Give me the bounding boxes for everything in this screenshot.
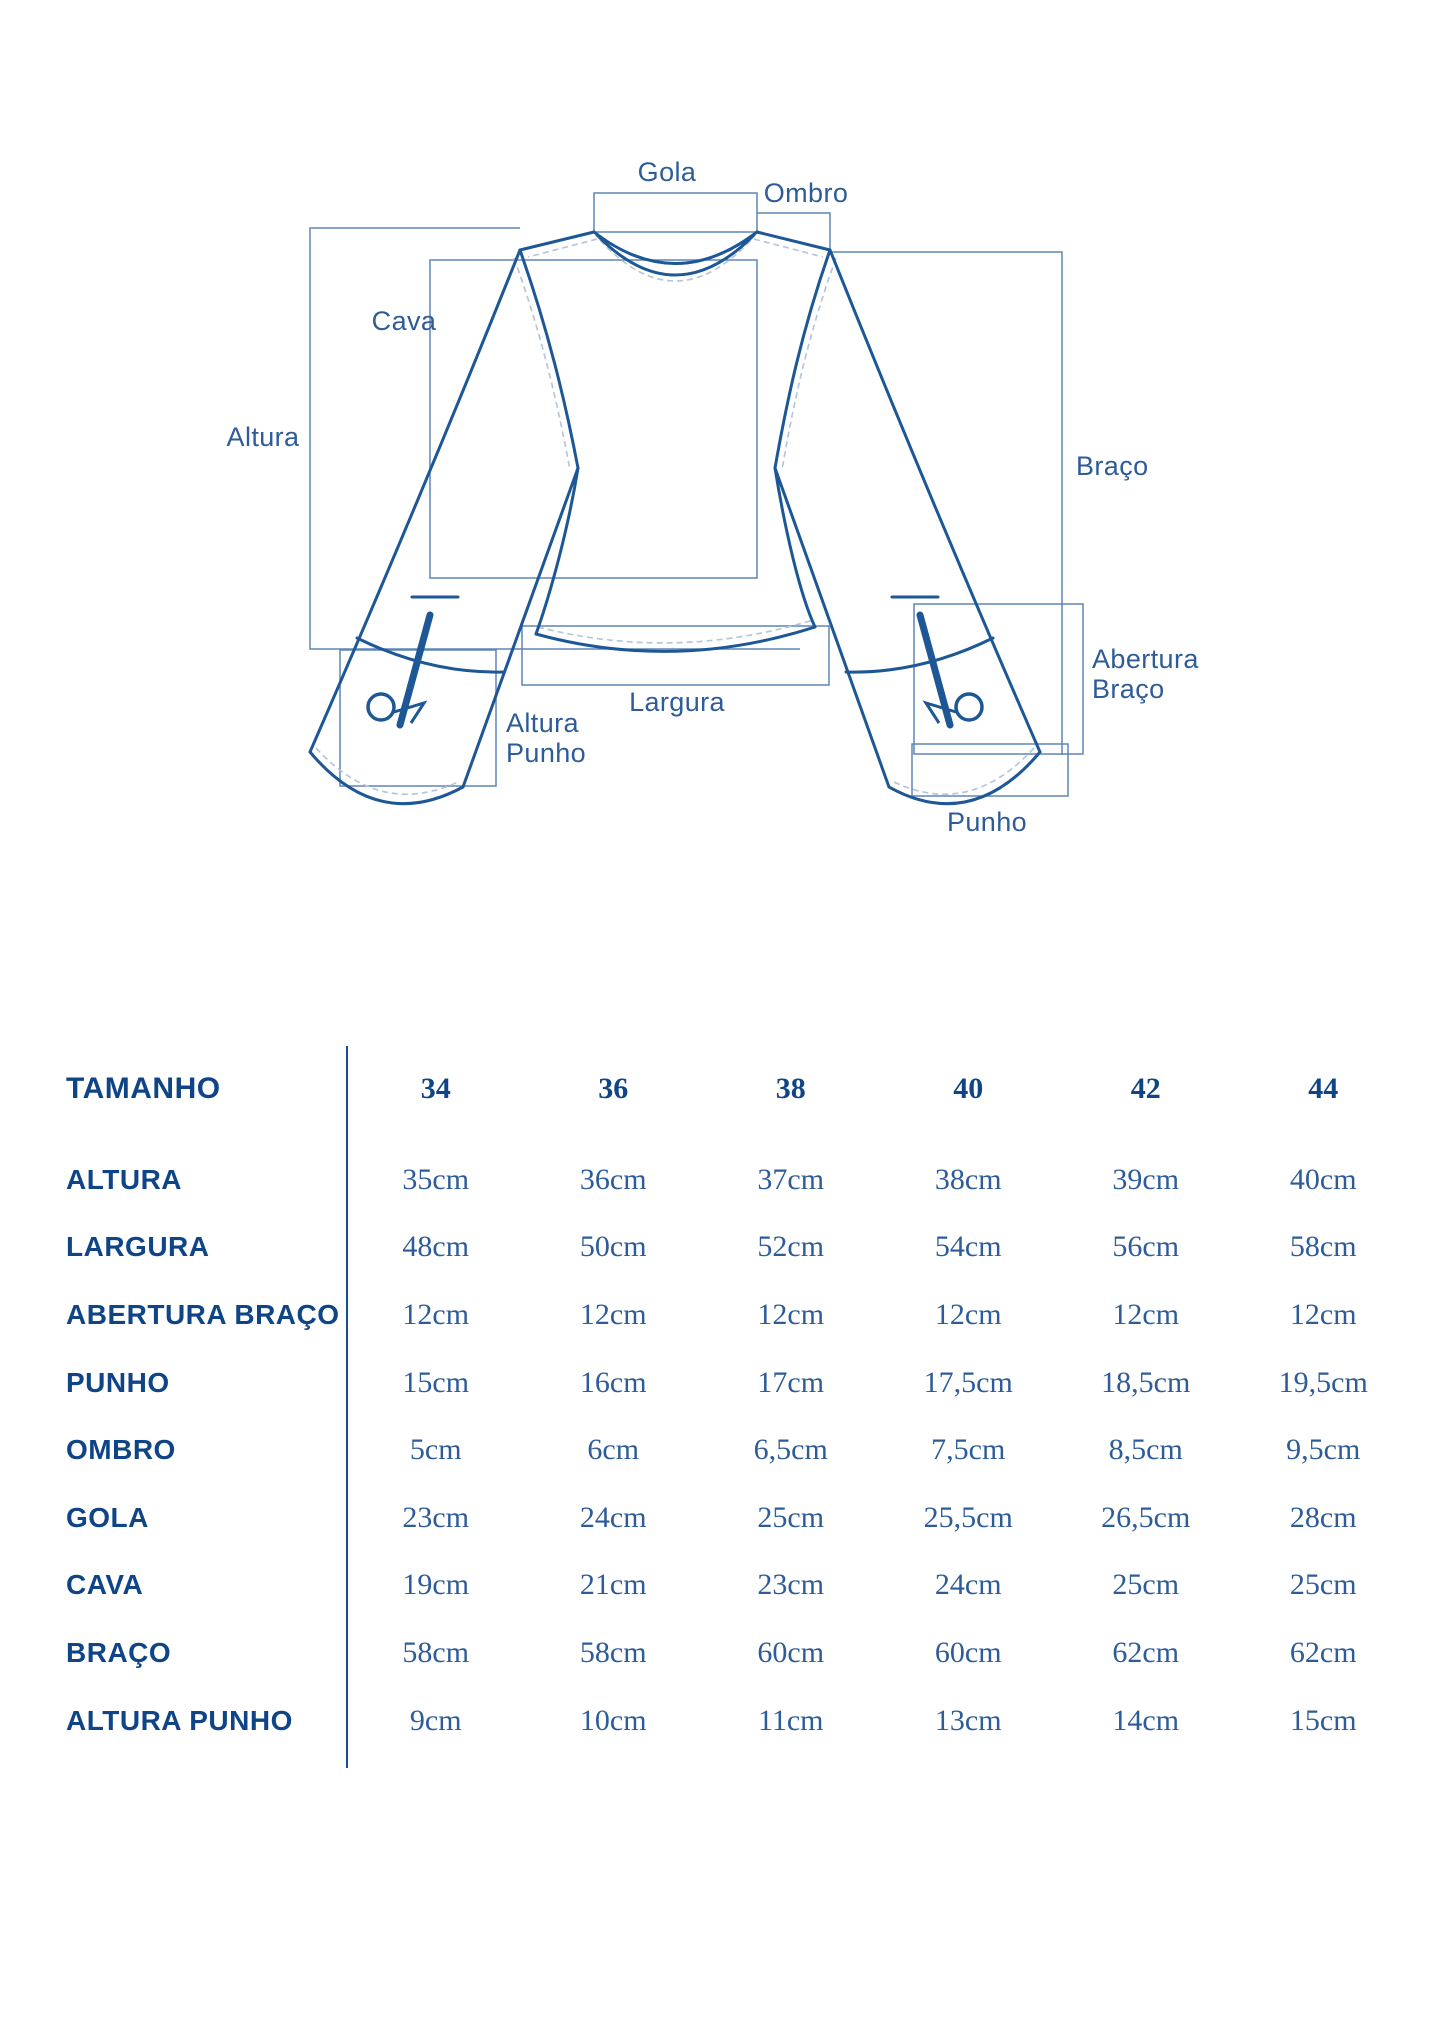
altura-box xyxy=(310,228,800,649)
table-row xyxy=(0,1619,1412,1687)
measurement-value: 10cm xyxy=(579,1703,647,1737)
measurement-value: 56cm xyxy=(1112,1230,1180,1264)
measurement-value: 52cm xyxy=(757,1230,825,1264)
table-header-row xyxy=(0,1055,1412,1123)
braco-box xyxy=(830,252,1062,755)
table-row xyxy=(0,1349,1412,1417)
measurement-value: 18,5cm xyxy=(1101,1365,1191,1399)
measurement-value: 62cm xyxy=(1112,1635,1180,1669)
measurement-value: 12cm xyxy=(402,1297,470,1331)
measurement-value: 11cm xyxy=(757,1703,824,1737)
measurement-value: 19,5cm xyxy=(1278,1365,1368,1399)
label-gola: Gola xyxy=(637,157,697,187)
table-row xyxy=(0,1416,1412,1484)
shoulder-right xyxy=(757,232,830,250)
measurement-value: 15cm xyxy=(402,1365,470,1399)
table-row xyxy=(0,1484,1412,1552)
measurement-value: 5cm xyxy=(409,1433,462,1467)
measurement-value: 8,5cm xyxy=(1108,1433,1183,1467)
measurement-value: 21cm xyxy=(579,1568,647,1602)
table-row xyxy=(0,1552,1412,1620)
ombro-box xyxy=(757,213,830,250)
size-column-header: 40 xyxy=(953,1072,984,1105)
shoulder-left xyxy=(520,232,594,250)
size-table xyxy=(0,1055,1412,1754)
gola-box xyxy=(594,193,757,232)
label-cava: Cava xyxy=(371,306,437,336)
label-punho: Punho xyxy=(946,807,1028,837)
measurement-value: 39cm xyxy=(1112,1162,1180,1196)
measurement-value: 54cm xyxy=(934,1230,1002,1264)
label-ombro: Ombro xyxy=(763,178,849,208)
measurement-value: 6cm xyxy=(587,1433,640,1467)
label-abertura-braco-line2: Braço xyxy=(1092,674,1165,704)
size-column-header: 38 xyxy=(775,1072,806,1105)
side-seam-left xyxy=(536,468,578,634)
measurement-value: 9,5cm xyxy=(1286,1433,1361,1467)
row-label: OMBRO xyxy=(66,1434,176,1466)
table-row xyxy=(0,1146,1412,1214)
label-abertura-braco-line1: Abertura xyxy=(1092,644,1199,674)
button-left xyxy=(368,694,394,720)
measurement-value: 58cm xyxy=(1289,1230,1357,1264)
measurement-value: 23cm xyxy=(757,1568,825,1602)
row-label: BRAÇO xyxy=(66,1636,172,1668)
measurement-value: 58cm xyxy=(579,1635,647,1669)
measurement-value: 35cm xyxy=(402,1162,470,1196)
measurement-value: 37cm xyxy=(757,1162,825,1196)
table-row xyxy=(0,1687,1412,1755)
row-label: LARGURA xyxy=(66,1231,210,1263)
measurement-value: 14cm xyxy=(1112,1703,1180,1737)
neckline-inner xyxy=(597,235,754,275)
button-right xyxy=(956,694,982,720)
punho-box xyxy=(912,744,1068,796)
measurement-value: 25cm xyxy=(1112,1568,1180,1602)
size-table-rows xyxy=(0,1146,1412,1754)
neckline-outer xyxy=(594,232,757,264)
size-column-header: 36 xyxy=(598,1072,629,1105)
measurement-value: 23cm xyxy=(402,1500,470,1534)
row-label: PUNHO xyxy=(66,1366,170,1398)
cuff-left-bottom xyxy=(310,752,463,804)
row-label: ABERTURA BRAÇO xyxy=(66,1298,340,1330)
cava-box xyxy=(430,260,757,578)
measurement-value: 13cm xyxy=(934,1703,1002,1737)
measurement-value: 12cm xyxy=(757,1297,825,1331)
measurement-value: 26,5cm xyxy=(1101,1500,1191,1534)
measurement-value: 12cm xyxy=(1289,1297,1357,1331)
measurement-value: 17,5cm xyxy=(923,1365,1013,1399)
side-seam-right xyxy=(775,468,815,627)
armhole-left xyxy=(520,250,578,468)
measurement-value: 50cm xyxy=(579,1230,647,1264)
measurement-value: 12cm xyxy=(1112,1297,1180,1331)
measurement-value: 24cm xyxy=(934,1568,1002,1602)
measurement-value: 58cm xyxy=(402,1635,470,1669)
label-abertura-braco xyxy=(1092,644,1199,704)
measurement-value: 12cm xyxy=(934,1297,1002,1331)
measurement-value: 17cm xyxy=(757,1365,825,1399)
measurement-value: 9cm xyxy=(409,1703,462,1737)
measurement-value: 7,5cm xyxy=(931,1433,1006,1467)
row-label: CAVA xyxy=(66,1569,144,1601)
measurement-value: 19cm xyxy=(402,1568,470,1602)
measurement-value: 62cm xyxy=(1289,1635,1357,1669)
size-column-header: 34 xyxy=(420,1072,451,1105)
measurement-value: 48cm xyxy=(402,1230,470,1264)
label-altura-punho-line2: Punho xyxy=(506,738,587,768)
row-label: GOLA xyxy=(66,1501,149,1533)
table-row xyxy=(0,1281,1412,1349)
measurement-value: 40cm xyxy=(1289,1162,1357,1196)
armhole-right xyxy=(775,250,830,468)
label-altura-punho-line1: Altura xyxy=(506,708,579,738)
sleeve-right-inner xyxy=(775,468,889,787)
label-altura-punho xyxy=(506,708,586,768)
row-label: ALTURA PUNHO xyxy=(66,1704,293,1736)
label-largura: Largura xyxy=(629,687,725,717)
measurement-value: 16cm xyxy=(579,1365,647,1399)
table-row xyxy=(0,1214,1412,1282)
measurement-value: 12cm xyxy=(579,1297,647,1331)
size-column-header: 44 xyxy=(1308,1072,1339,1105)
size-column-header: 42 xyxy=(1130,1072,1161,1105)
cuff-left-seam xyxy=(357,638,504,672)
label-braco: Braço xyxy=(1076,451,1149,481)
measurement-value: 24cm xyxy=(579,1500,647,1534)
measurement-value: 25,5cm xyxy=(923,1500,1013,1534)
measurement-value: 60cm xyxy=(934,1635,1002,1669)
measurement-value: 28cm xyxy=(1289,1500,1357,1534)
measurement-value: 15cm xyxy=(1289,1703,1357,1737)
garment-diagram xyxy=(0,0,1445,1000)
cuff-right-seam xyxy=(846,638,993,672)
hem xyxy=(536,627,815,651)
label-altura: Altura xyxy=(226,422,300,452)
measurement-value: 25cm xyxy=(757,1500,825,1534)
measurement-value: 60cm xyxy=(757,1635,825,1669)
table-header-label: TAMANHO xyxy=(66,1072,221,1105)
row-label: ALTURA xyxy=(66,1163,183,1195)
measurement-value: 25cm xyxy=(1289,1568,1357,1602)
measurement-value: 36cm xyxy=(579,1162,647,1196)
measurement-value: 6,5cm xyxy=(753,1433,828,1467)
measurement-value: 38cm xyxy=(934,1162,1002,1196)
